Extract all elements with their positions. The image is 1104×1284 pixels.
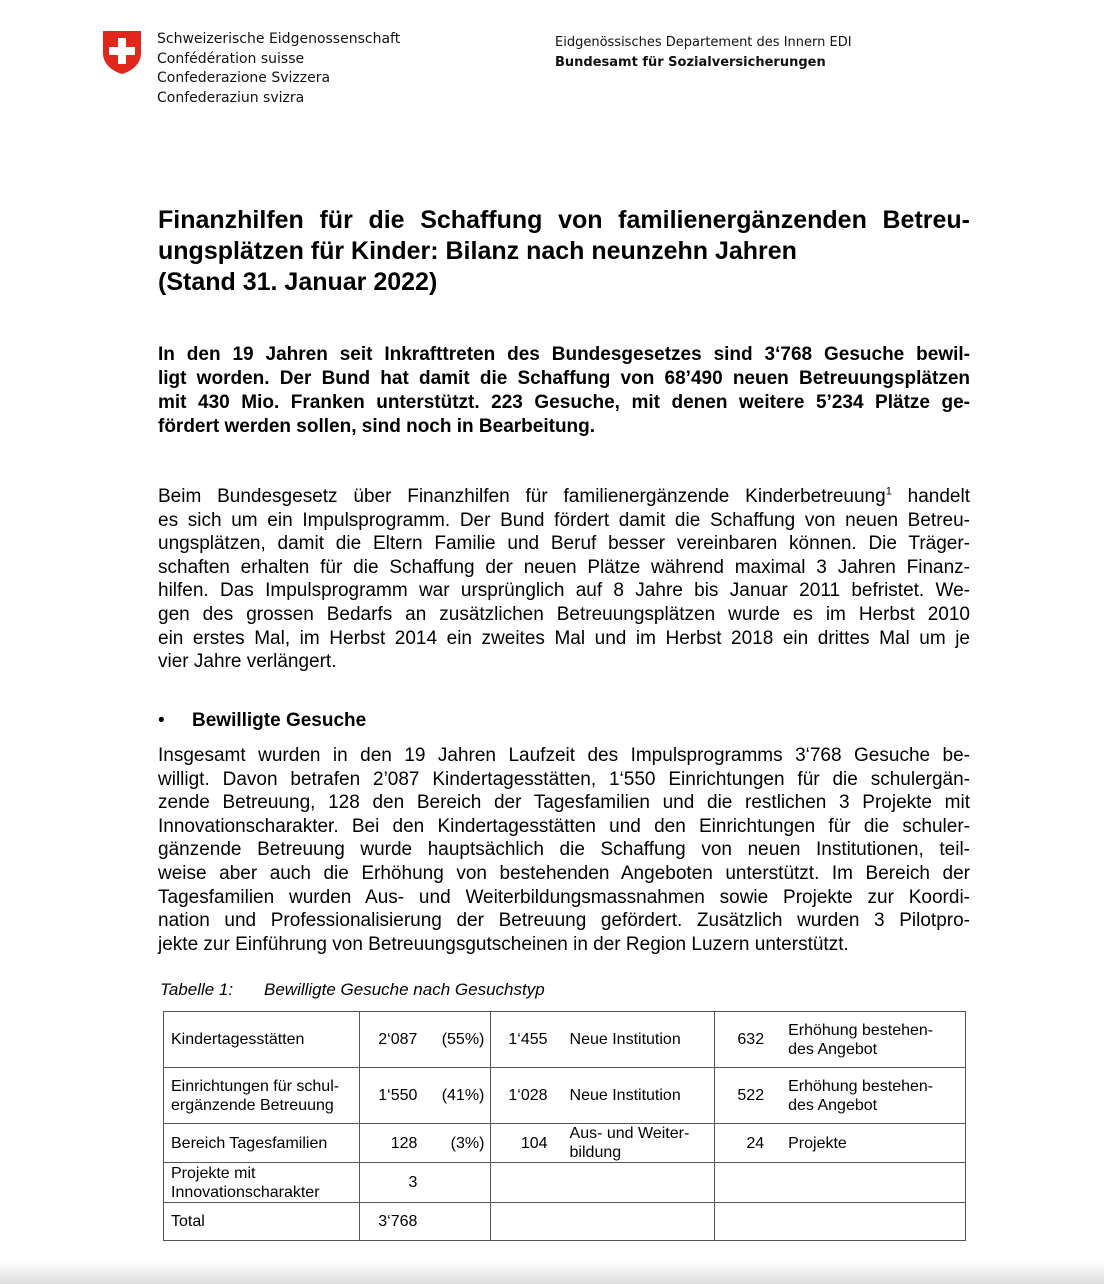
row-total-cell xyxy=(360,1124,490,1163)
section-paragraph xyxy=(158,744,970,956)
section-line: zende Betreuung, 128 den Bereich der Tagesfamilien und die restlichen 3 Projekte mit xyxy=(158,792,970,814)
intro-line: vier Jahre verlängert. xyxy=(158,651,337,673)
row-extension-cell xyxy=(715,1012,966,1068)
row-extension-cell xyxy=(715,1203,966,1241)
row-type: Bereich Tagesfamilien xyxy=(164,1124,360,1163)
row-total: 3 xyxy=(408,1174,418,1191)
title-line-2: ungsplätzen für Kinder: Bilanz nach neunzehn Jahren xyxy=(158,237,797,265)
confederation-names xyxy=(157,30,400,108)
intro-paragraph xyxy=(158,485,970,674)
row-percent: (3%) xyxy=(450,1134,485,1152)
row-type: Kindertagesstätten xyxy=(164,1012,360,1068)
row-new-count: 104 xyxy=(520,1134,548,1152)
section-line: gänzende Betreuung wurde hauptsächlich die Schaffung von neuen Institutionen, teil- xyxy=(158,839,970,861)
row-total-cell xyxy=(360,1012,490,1068)
row-extension-label: Projekte xyxy=(788,1134,847,1152)
lead-line: In den 19 Jahren seit Inkrafttreten des Bundesgesetzes sind 3‘768 Gesuche bewil- xyxy=(158,344,970,365)
row-extension-cell xyxy=(715,1068,966,1124)
intro-line: gen des grossen Bedarfs an zusätzlichen Betreuungsplätzen wurde es im Herbst 2010 xyxy=(158,603,970,625)
row-total: 1‘550 xyxy=(378,1087,418,1104)
section-line: weise aber auch die Erhöhung von bestehenden Angeboten unterstützt. Im Bereich der xyxy=(158,862,970,884)
table-row xyxy=(164,1163,966,1203)
row-extension-label: Erhöhung bestehen-des Angebot xyxy=(788,1021,934,1058)
confederation-line-it: Confederazione Svizzera xyxy=(157,70,331,86)
row-type: Projekte mit Innovationscharakter xyxy=(164,1163,360,1203)
row-new-cell xyxy=(490,1012,715,1068)
table-row xyxy=(164,1012,966,1068)
confederation-line-rm: Confederaziun svizra xyxy=(157,89,305,106)
row-new-label: Aus- und Weiter-bildung xyxy=(569,1125,690,1161)
section-line: Tagesfamilien wurden Aus- und Weiterbildungsmassnahmen sowie Projekte zur Koordi- xyxy=(158,886,970,908)
row-new-label: Neue Institution xyxy=(569,1031,681,1048)
row-new-count: 1‘028 xyxy=(508,1087,548,1104)
document-title xyxy=(158,205,970,298)
row-new-label: Neue Institution xyxy=(569,1087,681,1104)
row-new-cell xyxy=(490,1068,715,1124)
row-extension-cell xyxy=(715,1124,966,1163)
row-total: 128 xyxy=(390,1134,418,1152)
section-line: nation und Professionalisierung der Betreuung gefördert. Zusätzlich wurden 3 Pilotpro- xyxy=(158,910,970,932)
table-caption-number: Tabelle 1: xyxy=(160,980,234,999)
intro-text: handelt xyxy=(891,486,970,507)
section-line: Innovationscharakter. Bei den Kindertagesstätten und den Einrichtungen für die schuler- xyxy=(158,815,970,837)
page-bottom-shadow xyxy=(0,1262,1104,1284)
lead-line: ligt worden. Der Bund hat damit die Schaffung von 68’490 neuen Betreuungsplätzen xyxy=(158,368,970,389)
intro-text: Beim Bundesgesetz über Finanzhilfen für familienergänzende Kinderbetreuung xyxy=(158,486,886,507)
confederation-line-de: Schweizerische Eidgenossenschaft xyxy=(157,31,401,47)
section-line: Insgesamt wurden in den 19 Jahren Laufzeit des Impulsprogramms 3‘768 Gesuche be- xyxy=(158,745,970,766)
row-extension-label: Erhöhung bestehen-des Angebot xyxy=(788,1077,934,1114)
intro-line: hilfen. Das Impulsprogramm war ursprünglich auf 8 Jahre bis Januar 2011 befristet. We- xyxy=(158,580,970,602)
swiss-cross-shield-icon xyxy=(101,29,143,75)
intro-line: ungsplätzen, damit die Eltern Familie und Beruf besser vereinbaren können. Die Träger- xyxy=(158,533,970,555)
row-total-cell xyxy=(360,1068,490,1124)
section-line: willigt. Davon betrafen 2’087 Kindertagesstätten, 1‘550 Einrichtungen für die schulergän- xyxy=(158,768,970,790)
row-new-cell xyxy=(490,1163,715,1203)
section-heading-text: Bewilligte Gesuche xyxy=(192,710,367,731)
table-row xyxy=(164,1068,966,1124)
row-total-cell xyxy=(360,1203,490,1241)
confederation-line-fr: Confédération suisse xyxy=(157,50,305,67)
section-heading xyxy=(158,709,366,733)
department-name: Eidgenössisches Departement des Innern EDI xyxy=(555,35,852,50)
table-caption xyxy=(160,979,545,1001)
table-row xyxy=(164,1124,966,1163)
row-type: Total xyxy=(164,1203,360,1241)
lead-line: fördert werden sollen, sind noch in Bearbeitung. xyxy=(158,416,596,437)
row-extension-cell xyxy=(715,1163,966,1203)
table-caption-text: Bewilligte Gesuche nach Gesuchstyp xyxy=(264,980,545,999)
intro-line: schaften erhalten für die Schaffung der neuen Plätze während maximal 3 Jahren Finanz- xyxy=(158,556,970,578)
intro-line: es sich um ein Impulsprogramm. Der Bund fördert damit die Schaffung von neuen Betreu- xyxy=(158,509,970,531)
lead-line: mit 430 Mio. Franken unterstützt. 223 Gesuche, mit denen weitere 5’234 Plätze ge- xyxy=(158,392,970,413)
row-percent: (41%) xyxy=(441,1087,485,1104)
table-row xyxy=(164,1203,966,1241)
row-percent: (55%) xyxy=(441,1031,485,1048)
row-type: Einrichtungen für schul-ergänzende Betreuung xyxy=(164,1068,360,1124)
row-new-cell xyxy=(490,1203,715,1241)
row-total: 3‘768 xyxy=(378,1213,418,1230)
row-total-cell xyxy=(360,1163,490,1203)
row-extension-count: 522 xyxy=(737,1087,765,1104)
title-line-1: Finanzhilfen für die Schaffung von familienergänzenden Betreu- xyxy=(158,206,970,234)
row-new-cell xyxy=(490,1124,715,1163)
row-total: 2‘087 xyxy=(378,1031,418,1048)
intro-line xyxy=(158,485,970,509)
lead-paragraph xyxy=(158,343,970,439)
department-block xyxy=(555,33,852,73)
applications-table xyxy=(163,1011,966,1241)
section-line: jekte zur Einführung von Betreuungsgutscheinen in der Region Luzern unterstützt. xyxy=(158,933,849,955)
office-name: Bundesamt für Sozialversicherungen xyxy=(555,55,826,70)
footnote-reference[interactable]: 1 xyxy=(885,485,892,498)
intro-line: ein erstes Mal, im Herbst 2014 ein zweites Mal und im Herbst 2018 ein drittes Mal um je xyxy=(158,627,970,649)
row-new-count: 1‘455 xyxy=(508,1031,548,1048)
row-extension-count: 24 xyxy=(746,1134,765,1152)
row-extension-count: 632 xyxy=(737,1031,765,1048)
bullet-point: • xyxy=(158,710,165,731)
title-line-3: (Stand 31. Januar 2022) xyxy=(158,268,438,296)
